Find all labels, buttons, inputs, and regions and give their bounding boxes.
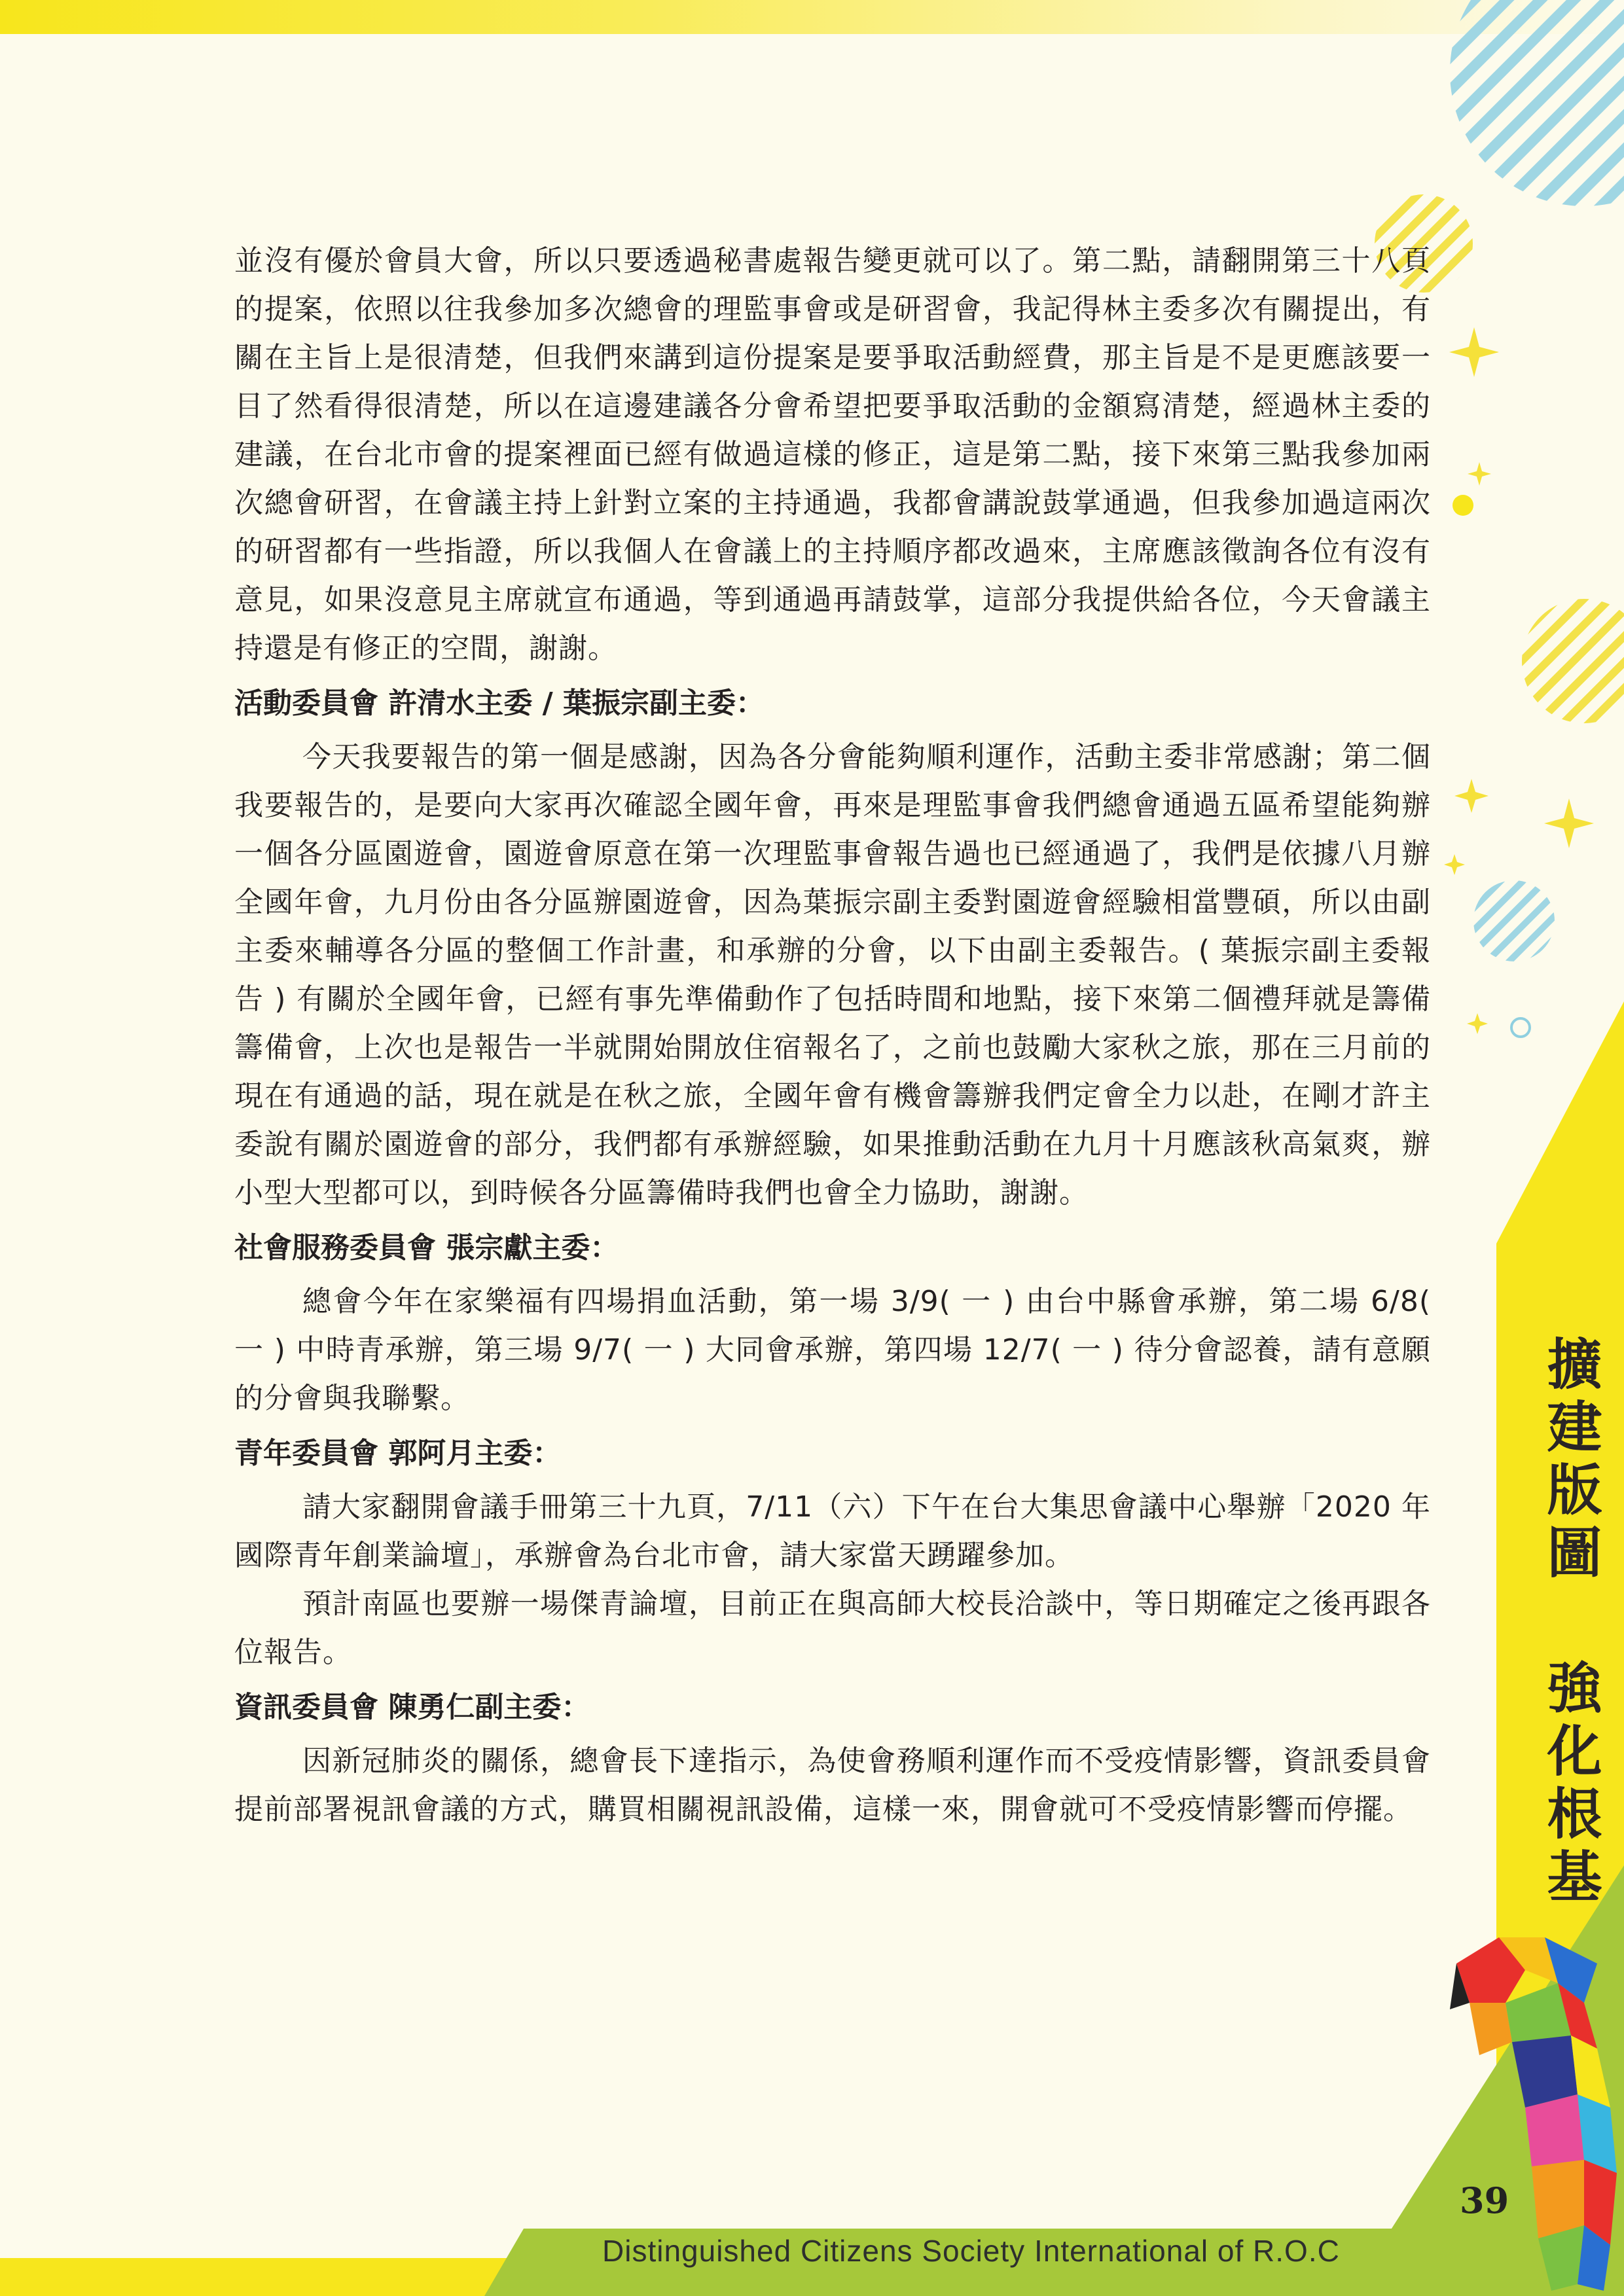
paragraph-activity-report: 今天我要報告的第一個是感謝，因為各分會能夠順利運作，活動主委非常感謝；第二個我要報告的，是要向大家再次確認全國年會，再來是理監事會我們總會通過五區希望能夠辦一個各分區園遊會，園遊會原意在第一次理監事會報告過也已經通過了，我們是依據八月辦全國年會，九月份由各分區辦園遊會，因為葉振宗副主委對園遊會經驗相當豐碩，所以由副主委來輔導各分區的整個工作計畫，和承辦的分會，以下由副主委報告。( 葉振宗副主委報告 ) 有關於全國年會，已經有事先準備動作了包括時間和地點，接下來第二個禮拜就是籌備籌備會，上次也是報告一半就開始開放住宿報名了，之前也鼓勵大家秋之旅，那在三月前的現在有通過的話，現在就是在秋之旅，全國年會有機會籌辦我們定會全力以赴，在剛才許主委說有關於園遊會的部分，我們都有承辦經驗，如果推動活動在九月十月應該秋高氣爽，辦小型大型都可以，到時候各分區籌備時我們也會全力協助，謝謝。 xyxy=(234,740,1431,1210)
striped-circle-teal-small xyxy=(1473,880,1555,961)
heading-youth-committee: 青年委員會 郭阿月主委： xyxy=(234,1437,562,1470)
sparkle-5 xyxy=(1444,854,1465,875)
dot-yellow xyxy=(1453,495,1473,516)
paragraph-youth-report-2: 預計南區也要辦一場傑青論壇，目前正在與高師大校長洽談中，等日期確定之後再跟各位報告。 xyxy=(234,1587,1431,1669)
striped-circle-yellow-2 xyxy=(1522,599,1624,723)
sparkle-1 xyxy=(1449,327,1499,377)
article-body xyxy=(234,237,1441,1834)
side-title: 擴建版圖 強化根基 xyxy=(1538,1335,1603,1910)
paragraph-1: 並沒有優於會員大會，所以只要透過秘書處報告變更就可以了。第二點，請翻開第三十八頁的提案，依照以往我參加多次總會的理監事會或是研習會，我記得林主委多次有關提出，有關在主旨上是很清楚，但我們來講到這份提案是要爭取活動經費，那主旨是不是更應該要一目了然看得很清楚，所以在這邊建議各分會希望把要爭取活動的金額寫清楚，經過林主委的建議，在台北市會的提案裡面已經有做過這樣的修正，這是第二點，接下來第三點我參加兩次總會研習，在會議主持上針對立案的主持通過，我都會講說鼓掌通過，但我參加過這兩次的研習都有一些指證，所以我個人在會議上的主持順序都改過來，主席應該徵詢各位有沒有意見，如果沒意見主席就宣布通過，等到通過再請鼓掌，這部分我提供給各位，今天會議主持還是有修正的空間，謝謝。 xyxy=(234,244,1431,665)
heading-social-service-committee: 社會服務委員會 張宗獻主委： xyxy=(234,1231,619,1265)
paragraph-social-service-report: 總會今年在家樂福有四場捐血活動，第一場 3/9( 一 ) 由台中縣會承辦，第二場 6/8( 一 ) 中時青承辦，第三場 9/7( 一 ) 大同會承辦，第四場 12/7( 一 ) 待分會認養，請有意願的分會與我聯繫。 xyxy=(234,1285,1441,1415)
dot-ring-teal xyxy=(1511,1018,1530,1037)
heading-info-committee: 資訊委員會 陳勇仁副主委： xyxy=(234,1691,590,1724)
sparkle-3 xyxy=(1454,779,1489,813)
paragraph-youth-report-1: 請大家翻開會議手冊第三十九頁，7/11（六）下午在台大集思會議中心舉辦「2020 年國際青年創業論壇」，承辦會為台北市會，請大家當天踴躍參加。 xyxy=(234,1490,1431,1572)
striped-circle-top xyxy=(1450,0,1624,206)
heading-activity-committee: 活動委員會 許清水主委 / 葉振宗副主委： xyxy=(234,687,765,720)
page-number: 39 xyxy=(1460,2179,1509,2221)
sparkle-4 xyxy=(1544,798,1594,848)
sparkle-6 xyxy=(1467,1013,1488,1034)
sparkle-2 xyxy=(1468,462,1491,486)
paragraph-info-report: 因新冠肺炎的關係，總會長下達指示，為使會務順利運作而不受疫情影響，資訊委員會提前部署視訊會議的方式，購買相關視訊設備，這樣一來，開會就可不受疫情影響而停擺。 xyxy=(234,1744,1431,1826)
footer-organization-name: Distinguished Citizens Society International of R.O.C xyxy=(602,2234,1340,2268)
